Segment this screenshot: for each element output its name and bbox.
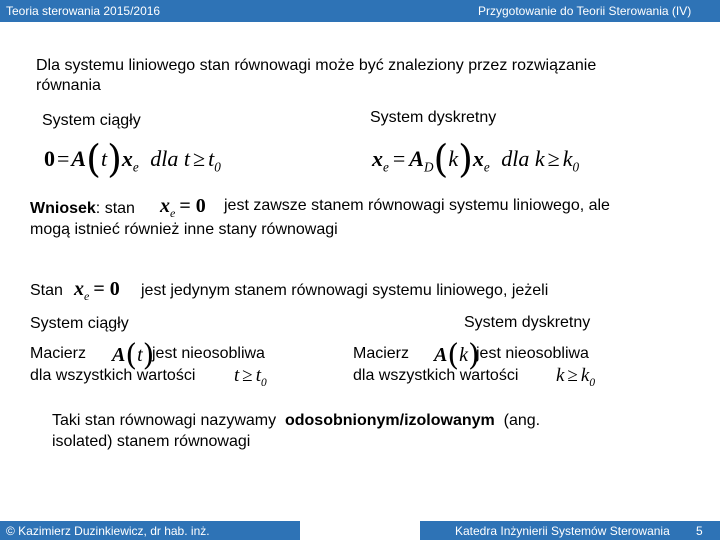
discrete-equation: $x_e = A_D(k)x_e$ dla $k \ge k_0$ [372,137,580,181]
left-case-nieosobliwa: jest nieosobliwa [152,345,265,362]
uniqueness-formula: $x_e = 0$ [74,278,120,303]
uniqueness-rest: jest jedynym stanem równowagi systemu liniowego, jeżeli [141,282,549,299]
left-case-wszystkich: dla wszystkich wartości [30,367,196,384]
header-right: Przygotowanie do Teorii Sterowania (IV) [478,4,692,18]
summary-line1: Taki stan równowagi nazywamy odosobnionym/izolowanym (ang. [52,412,541,429]
footer [0,521,720,540]
conclusion-line2: mogą istnieć również inne stany równowagi [30,221,338,238]
right-case-wszystkich: dla wszystkich wartości [353,367,519,384]
right-case-title: System dyskretny [464,314,591,331]
left-case-macierz: Macierz [30,345,87,362]
header-left: Teoria sterowania 2015/2016 [6,4,161,18]
continuous-equation: $0=A(t)x_e$ dla $t \ge t_0$ [44,137,221,181]
left-case-title: System ciągły [30,315,129,332]
left-case-matrix: A(t) [112,338,155,373]
left-case-condition: $t \ge t_0$ [234,365,267,389]
continuous-label: System ciągły [42,112,141,129]
footer-right: Katedra Inżynierii Systemów Sterowania [455,524,670,538]
right-case-condition: $k \ge k_0$ [556,365,596,389]
discrete-label: System dyskretny [370,109,497,126]
uniqueness-stan: Stan [30,282,63,299]
footer-left: © Kazimierz Duzinkiewicz, dr hab. inż. [6,524,210,538]
right-case-matrix: A(k) [434,338,480,373]
right-case-macierz: Macierz [353,345,410,362]
intro-line1: Dla systemu liniowego stan równowagi może być znaleziony przez rozwiązanie [36,57,597,74]
page-number: 5 [696,524,703,538]
conclusion-formula: $x_e = 0$ [160,195,206,220]
intro-line2: równania [36,77,101,94]
header-bar [0,0,720,22]
conclusion-line1: Wniosek: stan [30,200,135,217]
right-case-nieosobliwa: jest nieosobliwa [476,345,589,362]
conclusion-rest: jest zawsze stanem równowagi systemu liniowego, ale [224,197,610,214]
summary-line2: isolated) stanem równowagi [52,433,251,450]
